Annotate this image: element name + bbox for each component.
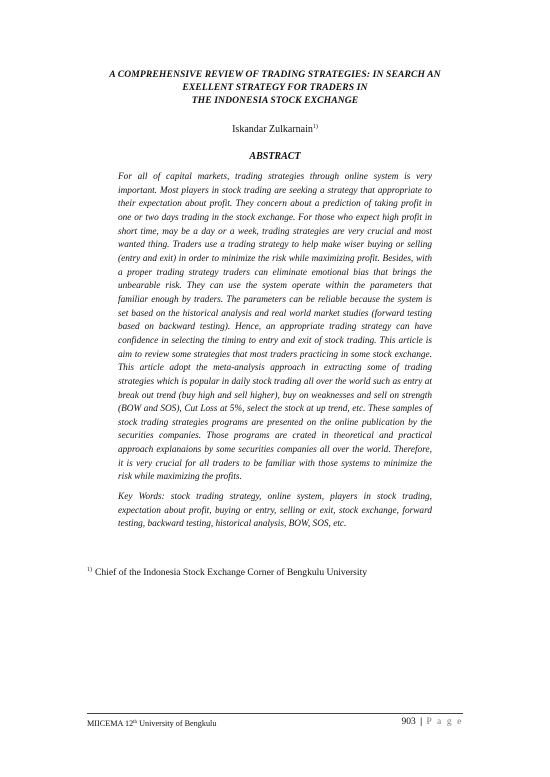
title-line-3: THE INDONESIA STOCK EXCHANGE — [191, 95, 359, 106]
page-number: 903 — [401, 717, 416, 727]
conference-prefix: MIICEMA 12 — [87, 719, 134, 728]
author-name: Iskandar Zulkarnain — [232, 124, 313, 135]
author-line — [60, 123, 490, 136]
page-separator: | — [420, 717, 423, 727]
footnote-text: Chief of the Indonesia Stock Exchange Corner of Bengkulu University — [95, 567, 368, 578]
footnote-marker: 1) — [87, 567, 92, 573]
abstract-text: For all of capital markets, trading strategies through online system is very important. Most players in stock trading are seeking a strategy that appropriate to their expectation about profit. They concern about a prediction of taking profit in one or two days trading in the stock exchange. For those who expect high profit in short time, may be a day or a week, trading strategies are very crucial and most wanted thing. Traders use a trading strategy to help make wiser buying or selling (entry and exit) in order to minimize the risk while maximizing profit. Besides, with a proper trading strategy traders can eliminate emotional bias that brings the unbearable risk. They can use the system operate within the parameters that familiar enough by traders. The parameters can be reliable because the system is set based on the historical analysis and real world market studies (forward testing based on backward testing). Hence, an appropriate trading strategy can have confidence in selecting the timing to entry and exit of stock trading. This article is aim to review some strategies that most traders practicing in some stock exchange. This article adopt the meta-analysis approach in extracting some of trading strategies which is popular in daily stock trading all over the world such as entry at break out trend (buy high and sell higher), buy on weaknesses and sell on strength (BOW and SOS), Cut Loss at 5%, select the stock at up trend, etc. These samples of stock trading strategies programs are presented on the online publication by the securities companies. Those programs are crated in theoretical and practical approach explanaions by some securities companies all over the world. Therefore, it is very crucial for all traders to be familiar with those systems to minimize the risk while maximizing the profits. — [118, 172, 432, 483]
keywords-text: Key Words: stock trading strategy, online system, players in stock trading, expectation about profit, buying or entry, selling or exit, stock exchange, forward testing, backward testing, historical analysis, BOW, SOS, etc. — [118, 492, 432, 530]
title-line-2: EXELLENT STRATEGY FOR TRADERS IN — [182, 82, 368, 93]
conference-suffix: University of Bengkulu — [137, 719, 217, 728]
footer-divider — [87, 713, 463, 714]
conference-ordinal: th — [133, 720, 138, 725]
author-footnote-marker: 1) — [312, 124, 318, 130]
page-label: P a g e — [426, 717, 463, 727]
footnote — [87, 566, 507, 579]
abstract-heading: ABSTRACT — [249, 151, 301, 162]
footer-page-number — [401, 716, 463, 728]
title-line-1: A COMPREHENSIVE REVIEW OF TRADING STRATEGIES: IN SEARCH AN — [109, 69, 441, 80]
footer-conference — [87, 718, 216, 729]
paper-title — [60, 68, 490, 107]
